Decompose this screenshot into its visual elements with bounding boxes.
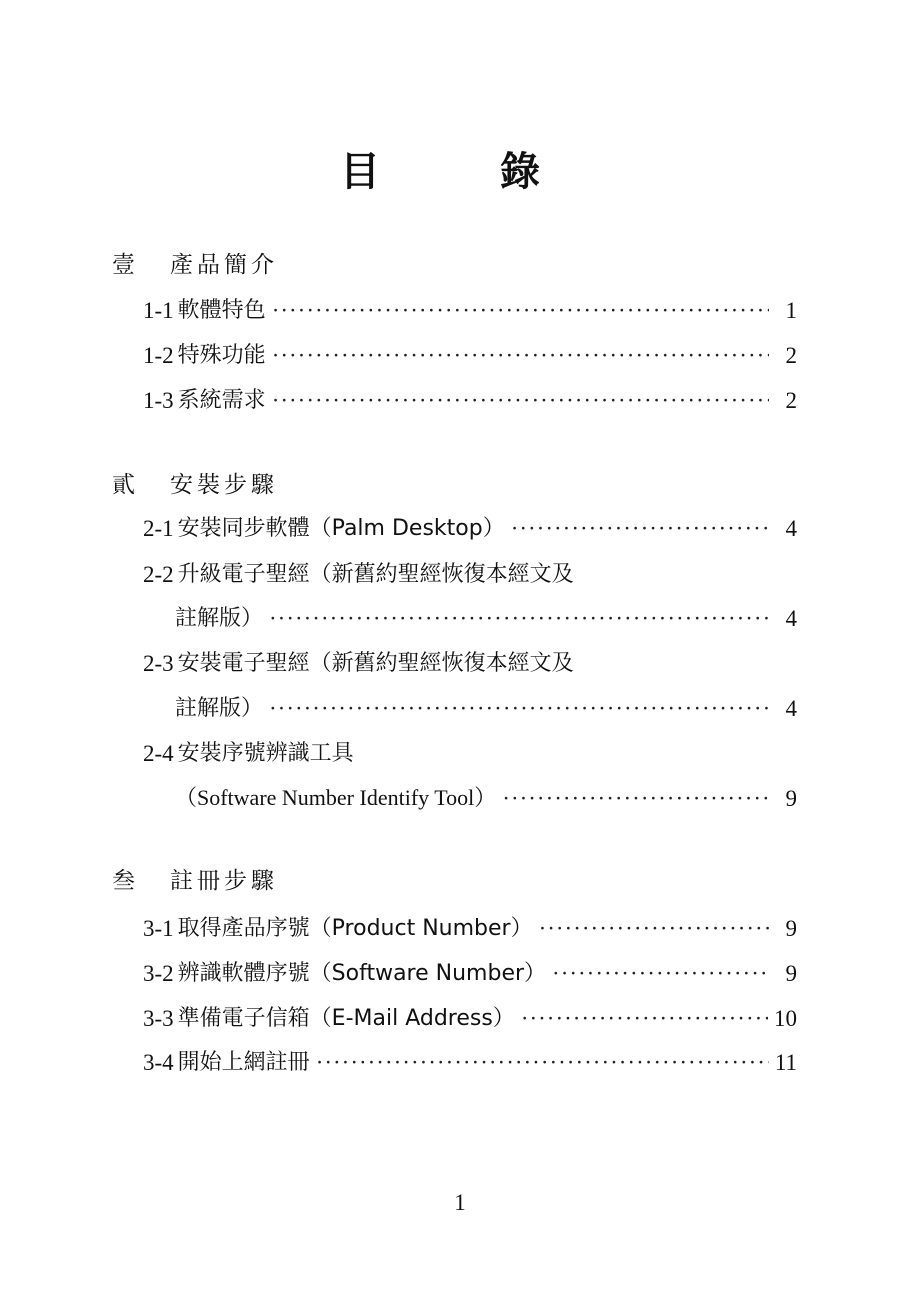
entry-title-cont: 註解版） bbox=[175, 696, 264, 721]
section-heading bbox=[112, 862, 278, 895]
entry-title: 特殊功能 bbox=[177, 343, 266, 368]
entry-title: 升級電子聖經（新舊約聖經恢復本經文及 bbox=[177, 562, 574, 587]
toc-entry-continuation[interactable] bbox=[175, 690, 797, 722]
entry-title: 準備電子信箱（E-Mail Address） bbox=[177, 1006, 515, 1031]
entry-title: 安裝同步軟體（Palm Desktop） bbox=[177, 516, 505, 541]
toc-entry[interactable] bbox=[143, 292, 797, 324]
toc-entry[interactable] bbox=[143, 382, 797, 414]
entry-code: 3-2 bbox=[143, 961, 174, 986]
entry-code: 2-3 bbox=[143, 651, 174, 676]
entry-page: 9 bbox=[785, 786, 797, 811]
section-label: 產品簡介 bbox=[170, 252, 278, 278]
entry-title-cont: （Software Number Identify Tool） bbox=[175, 785, 497, 810]
section-label: 安裝步驟 bbox=[170, 472, 278, 498]
dot-leader bbox=[552, 961, 769, 987]
page-title: 目 錄 bbox=[340, 149, 580, 195]
entry-page: 2 bbox=[785, 388, 797, 413]
dot-leader bbox=[521, 1006, 768, 1032]
entry-page: 9 bbox=[785, 916, 797, 941]
dot-leader bbox=[539, 916, 769, 942]
section-label: 註冊步驟 bbox=[170, 868, 278, 894]
entry-title: 取得產品序號（Product Number） bbox=[177, 916, 533, 941]
toc-entry-continuation[interactable] bbox=[175, 600, 797, 632]
toc-entry-line[interactable] bbox=[143, 556, 797, 588]
dot-leader bbox=[502, 786, 769, 812]
toc-entry[interactable] bbox=[143, 510, 797, 542]
entry-title: 開始上網註冊 bbox=[177, 1050, 310, 1075]
entry-code: 3-3 bbox=[143, 1006, 174, 1031]
entry-title: 系統需求 bbox=[177, 388, 266, 413]
toc-entry[interactable] bbox=[143, 910, 797, 942]
dot-leader bbox=[269, 696, 769, 722]
section-number: 叁 bbox=[112, 868, 139, 894]
toc-entry-continuation[interactable] bbox=[175, 780, 797, 812]
entry-title: 安裝序號辨識工具 bbox=[177, 741, 354, 766]
toc-entry-line[interactable] bbox=[143, 645, 797, 677]
entry-title-cont: 註解版） bbox=[175, 606, 264, 631]
entry-page: 1 bbox=[785, 298, 797, 323]
page-number: 1 bbox=[454, 1190, 466, 1215]
toc-entry[interactable] bbox=[143, 337, 797, 369]
toc-entry[interactable] bbox=[143, 1000, 797, 1032]
entry-page: 4 bbox=[785, 696, 797, 721]
dot-leader bbox=[269, 606, 769, 632]
entry-code: 1-3 bbox=[143, 388, 174, 413]
entry-page: 4 bbox=[785, 516, 797, 541]
dot-leader bbox=[272, 343, 769, 369]
section-heading bbox=[112, 246, 278, 279]
entry-code: 2-2 bbox=[143, 562, 174, 587]
entry-page: 9 bbox=[785, 961, 797, 986]
dot-leader bbox=[511, 516, 769, 542]
entry-code: 3-4 bbox=[143, 1050, 174, 1075]
entry-code: 1-2 bbox=[143, 343, 174, 368]
entry-page: 11 bbox=[774, 1050, 797, 1075]
toc-entry[interactable] bbox=[143, 1044, 797, 1076]
entry-title: 安裝電子聖經（新舊約聖經恢復本經文及 bbox=[177, 651, 574, 676]
section-number: 貳 bbox=[112, 472, 139, 498]
entry-code: 2-1 bbox=[143, 516, 174, 541]
entry-code: 3-1 bbox=[143, 916, 174, 941]
entry-page: 2 bbox=[785, 343, 797, 368]
entry-code: 2-4 bbox=[143, 741, 174, 766]
entry-page: 10 bbox=[774, 1006, 797, 1031]
dot-leader bbox=[272, 388, 769, 414]
entry-title: 軟體特色 bbox=[177, 298, 266, 323]
dot-leader bbox=[316, 1050, 769, 1076]
section-number: 壹 bbox=[112, 252, 139, 278]
entry-title: 辨識軟體序號（Software Number） bbox=[177, 961, 547, 986]
toc-entry-line[interactable] bbox=[143, 735, 797, 767]
section-heading bbox=[112, 466, 278, 499]
entry-page: 4 bbox=[785, 606, 797, 631]
dot-leader bbox=[272, 298, 769, 324]
toc-entry[interactable] bbox=[143, 955, 797, 987]
entry-code: 1-1 bbox=[143, 298, 174, 323]
